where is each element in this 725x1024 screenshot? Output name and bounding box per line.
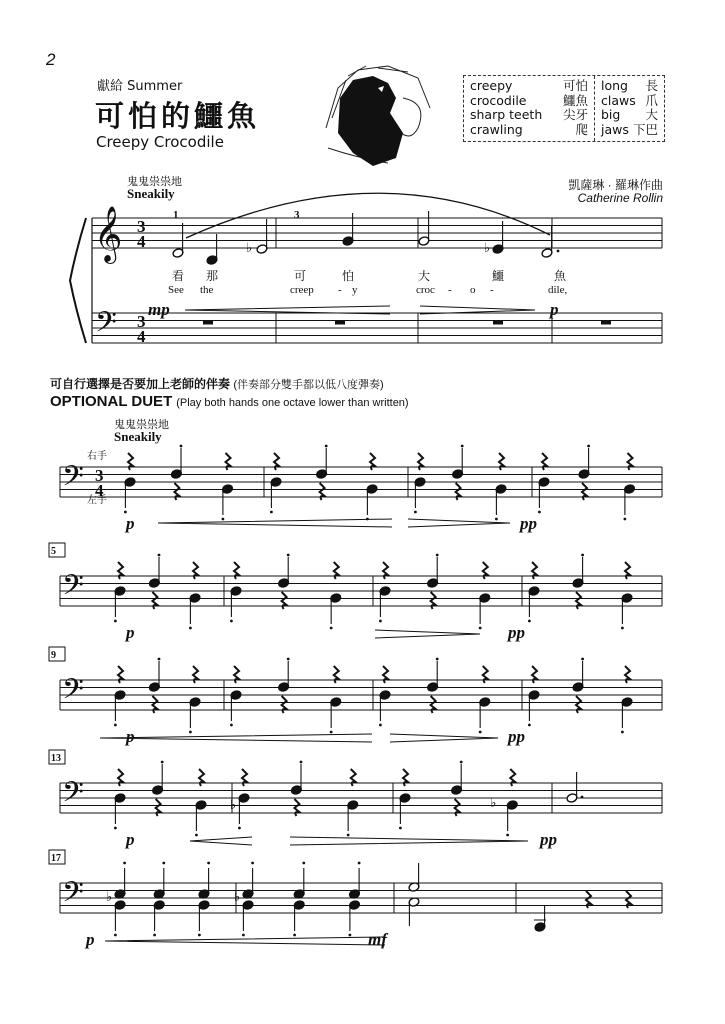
staccato-dot bbox=[230, 620, 233, 623]
staccato-dot bbox=[379, 724, 382, 727]
lyric-english: - bbox=[338, 284, 342, 296]
fingering: 1 bbox=[173, 209, 179, 221]
vocab-en: sharp teeth bbox=[470, 107, 543, 122]
lyric-chinese: 那 bbox=[206, 269, 219, 283]
lyric-english: dile, bbox=[548, 284, 568, 296]
dynamic-end: pp bbox=[540, 830, 557, 849]
flat-sign: ♭ bbox=[490, 795, 497, 810]
lyric-english: y bbox=[352, 284, 358, 296]
fingering: 3 bbox=[294, 209, 300, 221]
staccato-dot bbox=[242, 934, 245, 937]
composer-english: Catherine Rollin bbox=[577, 191, 663, 205]
flat-sign: ♭ bbox=[246, 240, 253, 255]
dot bbox=[581, 796, 584, 799]
staccato-dot bbox=[436, 658, 439, 661]
staccato-dot bbox=[587, 445, 590, 448]
staccato-dot bbox=[621, 627, 624, 630]
vocab-cn: 長 bbox=[645, 78, 658, 93]
bass-clef: 𝄢 bbox=[62, 569, 84, 609]
staccato-dot bbox=[287, 658, 290, 661]
lyric-english: croc bbox=[416, 284, 435, 296]
time-signature-bottom: 4 bbox=[137, 327, 146, 346]
lyric-english: - bbox=[490, 284, 494, 296]
staccato-dot bbox=[251, 862, 254, 865]
staccato-dot bbox=[114, 724, 117, 727]
page-number: 2 bbox=[46, 50, 56, 69]
crescendo-hairpin bbox=[100, 734, 372, 742]
vocab-cn: 尖牙 bbox=[562, 107, 588, 122]
whole-rest bbox=[493, 321, 503, 325]
staccato-dot bbox=[358, 862, 361, 865]
vocab-en: crocodile bbox=[470, 92, 527, 108]
vocab-en: long bbox=[601, 78, 628, 93]
title-english: Creepy Crocodile bbox=[96, 133, 224, 151]
duet-tempo-chinese: 鬼鬼祟祟地 bbox=[114, 419, 169, 431]
staccato-dot bbox=[230, 724, 233, 727]
bass-clef: 𝄢 bbox=[95, 306, 117, 346]
staccato-dot bbox=[495, 518, 498, 521]
lyric-english: See bbox=[168, 284, 184, 296]
right-hand-label: 右手 bbox=[87, 451, 107, 462]
staccato-dot bbox=[325, 445, 328, 448]
staccato-dot bbox=[624, 518, 627, 521]
staccato-dot bbox=[479, 731, 482, 734]
staccato-dot bbox=[379, 620, 382, 623]
staccato-dot bbox=[349, 934, 352, 937]
vocab-cn: 爪 bbox=[645, 92, 658, 108]
staccato-dot bbox=[124, 511, 127, 514]
staccato-dot bbox=[528, 620, 531, 623]
dot bbox=[557, 250, 560, 253]
left-hand-label: 左手 bbox=[87, 495, 107, 506]
duet-instruction-en: (Play both hands one octave lower than written) bbox=[176, 397, 409, 409]
dynamic-start: p bbox=[126, 623, 135, 642]
staccato-dot bbox=[180, 445, 183, 448]
staccato-dot bbox=[330, 731, 333, 734]
staccato-dot bbox=[158, 554, 161, 557]
lyric-chinese: 怕 bbox=[342, 269, 355, 283]
dynamic-start: p bbox=[126, 830, 135, 849]
staccato-dot bbox=[270, 511, 273, 514]
vocab-en: creepy bbox=[470, 78, 513, 93]
dynamic-start: p bbox=[126, 727, 135, 746]
staccato-dot bbox=[293, 934, 296, 937]
staccato-dot bbox=[347, 834, 350, 837]
staccato-dot bbox=[222, 518, 225, 521]
tempo-english: Sneakily bbox=[127, 186, 175, 201]
bass-clef: 𝄢 bbox=[62, 876, 84, 916]
staccato-dot bbox=[436, 554, 439, 557]
staccato-dot bbox=[207, 862, 210, 865]
lyric-english: - bbox=[448, 284, 452, 296]
staccato-dot bbox=[189, 731, 192, 734]
staccato-dot bbox=[460, 761, 463, 764]
dedication: 獻給 Summer bbox=[97, 79, 183, 94]
staccato-dot bbox=[399, 827, 402, 830]
staccato-dot bbox=[114, 827, 117, 830]
time-signature-bottom: 4 bbox=[95, 481, 104, 500]
phrase-slur bbox=[186, 193, 550, 238]
staccato-dot bbox=[153, 934, 156, 937]
staccato-dot bbox=[581, 554, 584, 557]
dynamic-end: pp bbox=[508, 727, 525, 746]
staccato-dot bbox=[162, 862, 165, 865]
dynamic-end: pp bbox=[508, 623, 525, 642]
decrescendo-hairpin bbox=[390, 734, 498, 742]
whole-rest bbox=[601, 321, 611, 325]
bass-clef: 𝄢 bbox=[62, 460, 84, 500]
lyric-english: o bbox=[470, 284, 476, 296]
time-signature-bottom: 4 bbox=[137, 232, 146, 251]
staccato-dot bbox=[479, 627, 482, 630]
staccato-dot bbox=[621, 731, 624, 734]
vocab-en: crawling bbox=[470, 121, 523, 137]
flat-sign: ♭ bbox=[234, 889, 241, 904]
staccato-dot bbox=[114, 620, 117, 623]
dynamic-marking: p bbox=[550, 300, 559, 319]
staccato-dot bbox=[158, 658, 161, 661]
decrescendo-hairpin bbox=[408, 519, 510, 527]
crescendo-hairpin bbox=[158, 519, 392, 527]
staccato-dot bbox=[302, 862, 305, 865]
bass-clef: 𝄢 bbox=[62, 673, 84, 713]
staccato-dot bbox=[238, 827, 241, 830]
lyric-chinese: 大 bbox=[418, 269, 431, 283]
treble-clef: 𝄞 bbox=[94, 206, 123, 262]
staccato-dot bbox=[198, 934, 201, 937]
composer-chinese: 凱薩琳 · 羅琳作曲 bbox=[568, 178, 663, 192]
lyric-chinese: 魚 bbox=[554, 269, 567, 283]
decrescendo-hairpin bbox=[375, 630, 480, 638]
measure-number: 17 bbox=[51, 853, 61, 864]
vocab-en: big bbox=[601, 107, 621, 122]
vocab-cn: 鱷魚 bbox=[562, 92, 588, 108]
lyric-english: creep bbox=[290, 284, 314, 296]
staccato-dot bbox=[287, 554, 290, 557]
measure-number: 13 bbox=[51, 753, 61, 764]
decrescendo-hairpin bbox=[290, 837, 528, 845]
lyric-english: the bbox=[200, 284, 214, 296]
dynamic-start: p bbox=[86, 930, 95, 949]
duet-tempo-english: Sneakily bbox=[114, 429, 162, 444]
dynamic-marking: mp bbox=[148, 300, 170, 319]
time-signature-top: 3 bbox=[137, 312, 146, 331]
staccato-dot bbox=[161, 761, 164, 764]
measure-number: 9 bbox=[51, 650, 56, 661]
staccato-dot bbox=[414, 511, 417, 514]
staccato-dot bbox=[189, 627, 192, 630]
crescendo-hairpin bbox=[105, 937, 385, 945]
lyric-chinese: 看 bbox=[172, 269, 185, 283]
staccato-dot bbox=[528, 724, 531, 727]
staccato-dot bbox=[195, 834, 198, 837]
lyric-chinese: 可 bbox=[294, 269, 307, 283]
staccato-dot bbox=[581, 658, 584, 661]
whole-rest bbox=[335, 321, 345, 325]
flat-sign: ♭ bbox=[106, 889, 113, 904]
title-chinese: 可怕的鱷魚 bbox=[95, 99, 261, 133]
flat-sign: ♭ bbox=[230, 797, 237, 812]
vocab-en: jaws bbox=[601, 121, 629, 137]
dynamic-start: p bbox=[126, 514, 135, 533]
staccato-dot bbox=[461, 445, 464, 448]
vocab-en: claws bbox=[601, 92, 636, 108]
dynamic-end: pp bbox=[520, 514, 537, 533]
lyric-chinese: 鱷 bbox=[492, 269, 505, 283]
measure-number: 5 bbox=[51, 546, 56, 557]
vocab-cn: 爬 bbox=[575, 121, 588, 137]
vocab-cn: 下巴 bbox=[632, 121, 658, 137]
duet-title: OPTIONAL DUET bbox=[50, 393, 173, 410]
vocab-cn: 可怕 bbox=[562, 78, 588, 93]
dynamic-end: mf bbox=[368, 930, 387, 949]
duet-instruction-cn-note: (伴奏部分雙手都以低八度彈奏) bbox=[233, 379, 384, 391]
tempo-chinese: 鬼鬼祟祟地 bbox=[127, 176, 182, 188]
staccato-dot bbox=[114, 934, 117, 937]
staccato-dot bbox=[330, 627, 333, 630]
crescendo-hairpin bbox=[190, 837, 252, 845]
flat-sign: ♭ bbox=[484, 240, 491, 255]
vocab-cn: 大 bbox=[645, 107, 658, 122]
grand-staff-brace bbox=[70, 218, 86, 343]
whole-rest bbox=[203, 321, 213, 325]
staccato-dot bbox=[300, 761, 303, 764]
time-signature-top: 3 bbox=[95, 466, 104, 485]
duet-instruction-cn-main: 可自行選擇是否要加上老師的伴奏 bbox=[50, 377, 231, 391]
staccato-dot bbox=[123, 862, 126, 865]
staccato-dot bbox=[506, 834, 509, 837]
bass-clef: 𝄢 bbox=[62, 776, 84, 816]
time-signature-top: 3 bbox=[137, 217, 146, 236]
staccato-dot bbox=[538, 511, 541, 514]
